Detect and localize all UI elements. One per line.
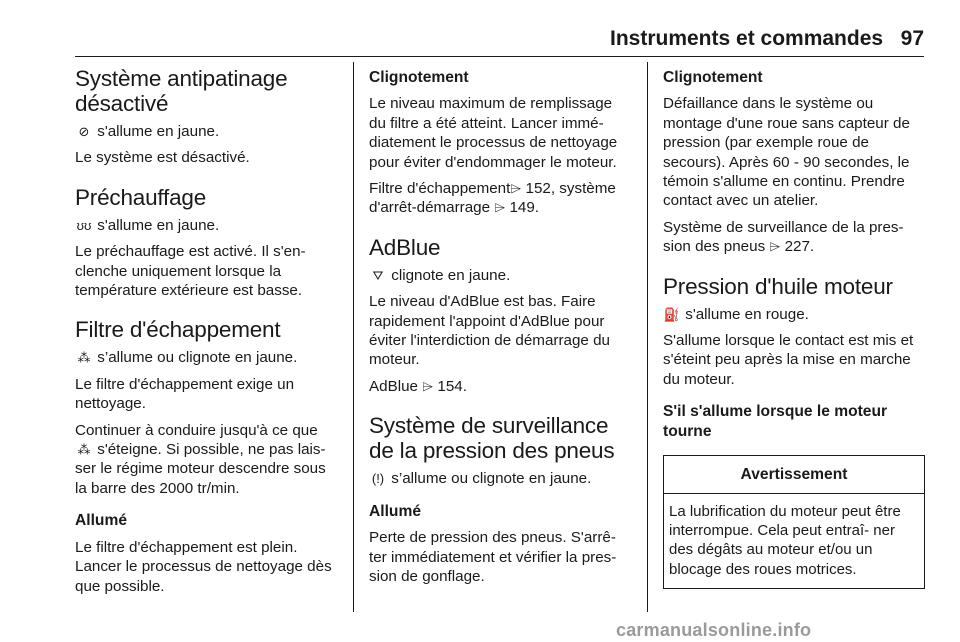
column-2 [369,62,631,593]
exhaust-filter-icon: ⁂ [77,350,91,366]
subsection-title-on: Allumé [369,502,421,520]
paragraph: Système de surveillance de la pres- sion des pneus ⌲ 227. [663,218,904,256]
exhaust-filter-icon: ⁂ [77,442,91,458]
column-3 [663,62,925,589]
paragraph: Le niveau maximum de remplissage du filtre a été atteint. Lancer immé- diatement le processus de nettoyage pour éviter d'endommager le moteur. [369,95,618,171]
column-divider [353,62,354,612]
paragraph: ⛛ clignote en jaune. [369,266,631,285]
column-1 [75,62,337,603]
warning-body: La lubrification du moteur peut être interrompue. Cela peut entraî- ner des dégâts au moteur et/ou un blocage des roues motrices. [669,502,901,578]
tire-pressure-icon: (!) [371,471,385,487]
subsection-title-blink: Clignotement [369,69,469,86]
paragraph: ⊘ s'allume en jaune. [75,122,337,141]
page-reference-arrow-icon: ⌲ [769,238,781,255]
warning-box [663,455,925,589]
paragraph: Le filtre d'échappement est plein. Lancer le processus de nettoyage dès que possible. [75,538,332,595]
glow-plug-icon: ʊʊ [76,217,92,233]
section-title-traction-control: Système antipatinage désactivé [75,66,288,116]
paragraph: ⛽ s'allume en rouge. [663,305,809,323]
watermark: carmanualsonline.info [616,620,812,640]
warning-title: Avertissement [664,456,924,493]
paragraph: Le système est désactivé. [75,149,250,167]
section-title-exhaust-filter: Filtre d'échappement [75,317,281,343]
section-title-oil-pressure: Pression d'huile moteur [663,273,893,299]
paragraph: Perte de pression des pneus. S'arrê- ter immédiatement et vérifier la pres- sion de gonflage. [369,529,617,585]
section-title-preheat: Préchauffage [75,184,207,210]
paragraph: Le préchauffage est activé. Il s'en- clenche uniquement lorsque la température extérieure est basse. [75,243,306,300]
paragraph: ʊʊ s'allume en jaune. [76,216,220,234]
page-reference-arrow-icon: ⌲ [422,377,434,394]
adblue-icon: ⛛ [372,267,384,283]
header-title: Instruments et commandes [610,27,884,50]
page-reference-arrow-icon: ⌲ [494,199,506,216]
column-divider [647,62,648,612]
paragraph: Continuer à conduire jusqu'à ce que ⁂ s'éteigne. Si possible, ne pas lais- ser le régime moteur descendre sous la barre des 2000 tr/min. [75,421,326,497]
traction-control-off-icon: ⊘ [78,124,90,139]
page-reference-arrow-icon: ⌲ [510,180,522,197]
oil-can-icon: ⛽ [663,306,681,322]
subsection-title-on: Allumé [75,512,127,530]
paragraph: (!) s’allume ou clignote en jaune. [369,469,631,488]
paragraph: Défaillance dans le système ou montage d'une roue sans capteur de pression (par exemple roue de secours). Après 60 - 90 secondes, le témoin s'allume en continu. Prendre contact avec un atelier. [663,95,910,210]
subsection-title-running: S'il s'allume lorsque le moteur tourne [663,403,888,440]
paragraph: S'allume lorsque le contact est mis et s'éteint peu après la mise en marche du moteur. [663,332,914,388]
paragraph: Le niveau d'AdBlue est bas. Faire rapidement l'appoint d'AdBlue pour éviter l'interdiction de démarrage du moteur. [369,293,610,369]
header-rule [75,56,924,57]
section-title-adblue: AdBlue [369,234,441,260]
page-number: 97 [900,27,924,50]
paragraph: Filtre d'échappement⌲ 152, système d'arrêt-démarrage ⌲ 149. [369,180,616,217]
paragraph: Le filtre d'échappement exige un nettoyage. [75,375,295,413]
paragraph: ⁂ s’allume ou clignote en jaune. [75,348,337,367]
paragraph: AdBlue ⌲ 154. [369,377,467,395]
subsection-title-blink: Clignotement [663,69,763,86]
section-title-tpms: Système de surveillance de la pression des pneus [369,413,615,464]
